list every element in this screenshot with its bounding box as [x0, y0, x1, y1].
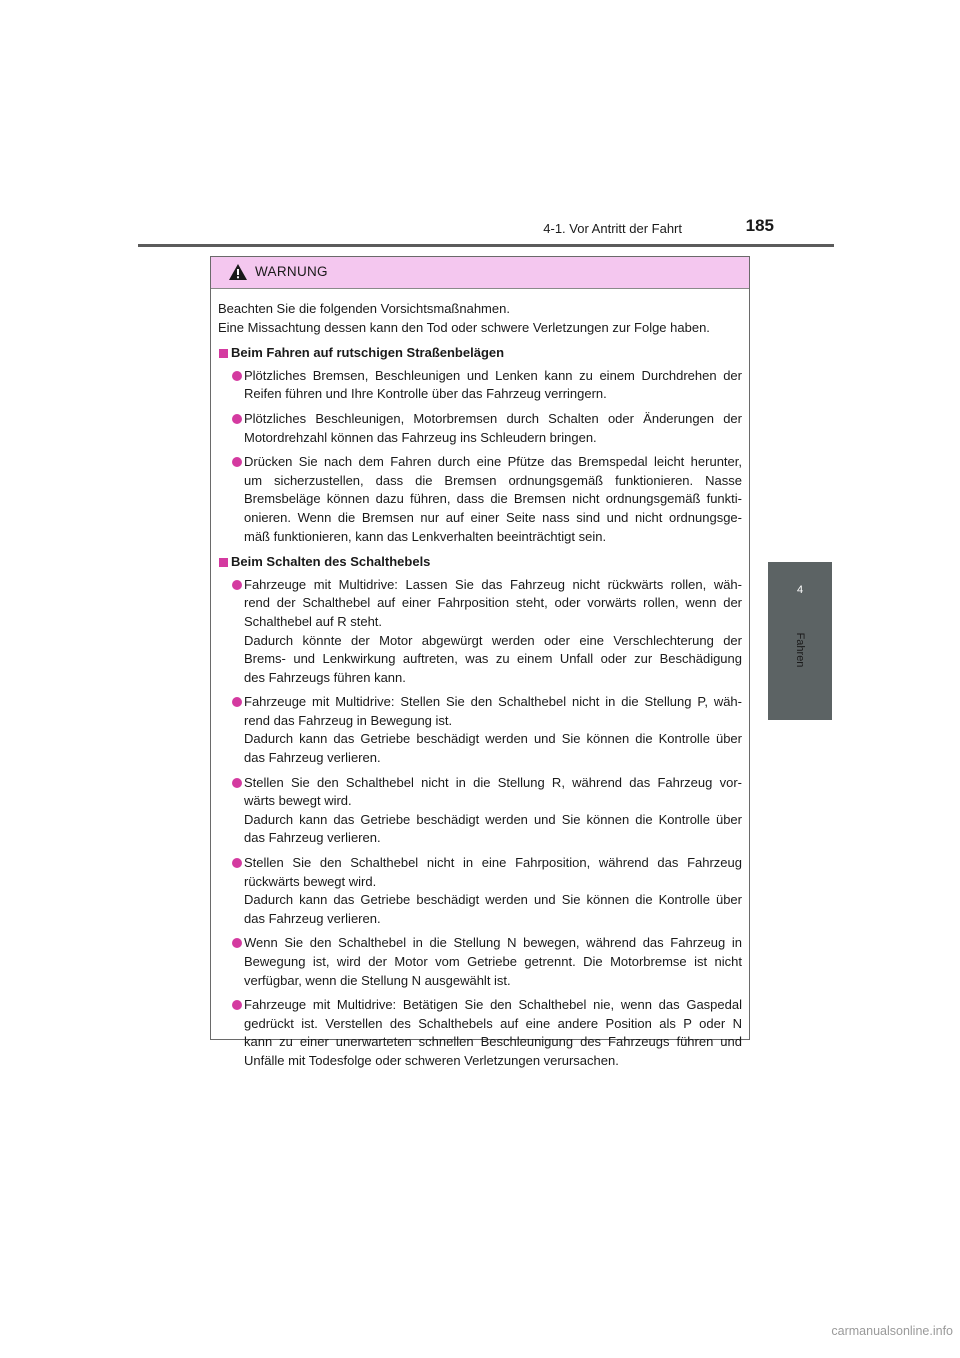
warning-header: [211, 257, 749, 289]
text-line: Brems- und Lenkwirkung auftreten, was zu einem Unfall oder zur Beschädigung: [244, 651, 742, 667]
bullet-item: [218, 854, 742, 928]
bullet-text: [244, 453, 742, 546]
bullet-item: [218, 934, 742, 990]
bullet-item: [218, 367, 742, 404]
text-line: Motordrehzahl können das Fahrzeug ins Schleudern bringen.: [244, 429, 597, 445]
text-line: Wenn Sie den Schalthebel in die Stellung N bewegen, während das Fahrzeug in: [244, 935, 742, 951]
text-line: Dadurch kann das Getriebe beschädigt werden und Sie können die Kontrolle über: [244, 892, 742, 908]
square-bullet-icon: [219, 349, 228, 358]
text-line: Schalthebel auf R steht.: [244, 613, 383, 629]
bullet-text: [244, 693, 742, 767]
round-bullet-icon: [232, 1000, 242, 1010]
warning-title: WARNUNG: [255, 264, 328, 279]
text-line: wärts bewegt wird.: [244, 793, 352, 809]
text-line: das Fahrzeug verlieren.: [244, 830, 381, 846]
text-line: um sicherzustellen, dass die Bremsen ordnungsgemäß funktionieren. Nasse: [244, 472, 742, 488]
section-title: 4-1. Vor Antritt der Fahrt: [543, 221, 682, 236]
text-line: Fahrzeuge mit Multidrive: Betätigen Sie den Schalthebel nie, wenn das Gaspedal: [244, 997, 742, 1013]
text-line: Plötzliches Beschleunigen, Motorbremsen durch Schalten oder Änderungen der: [244, 410, 742, 426]
round-bullet-icon: [232, 414, 242, 424]
square-bullet-icon: [219, 558, 228, 567]
bullet-item: [218, 576, 742, 688]
chapter-label-text: Fahren: [794, 632, 806, 668]
chapter-number: 4: [796, 584, 804, 596]
text-line: Dadurch könnte der Motor abgewürgt werden oder eine Verschlechterung der: [244, 632, 742, 648]
text-line: Reifen führen und Ihre Kontrolle über das Fahrzeug verringern.: [244, 386, 607, 402]
warning-box: [210, 256, 750, 1068]
round-bullet-icon: [232, 457, 242, 467]
text-line: Stellen Sie den Schalthebel nicht in eine Fahrposition, während das Fahrzeug: [244, 855, 742, 871]
watermark: carmanualsonline.info: [831, 1324, 953, 1338]
bullet-item: [218, 410, 742, 447]
bullet-item: [218, 453, 742, 546]
text-line: gedrückt ist. Verstellen des Schalthebels auf eine andere Position als P oder N: [244, 1015, 742, 1031]
section-heading-text: Beim Schalten des Schalthebels: [231, 554, 431, 570]
text-line: mäß funktionieren, kann das Lenkverhalten beeinträchtigt sein.: [244, 528, 607, 544]
text-line: Plötzliches Bremsen, Beschleunigen und Lenken kann zu einem Durchdrehen der: [244, 367, 742, 383]
section-heading: [218, 553, 742, 572]
bullet-text: [244, 576, 742, 688]
round-bullet-icon: [232, 371, 242, 381]
text-line: Dadurch kann das Getriebe beschädigt werden und Sie können die Kontrolle über: [244, 811, 742, 827]
section-heading: [218, 344, 742, 363]
intro-line: Eine Missachtung dessen kann den Tod oder schwere Verletzungen zur Folge haben.: [218, 319, 710, 335]
bullet-text: [244, 367, 742, 404]
warning-body: [211, 289, 749, 1071]
chapter-label: [785, 630, 815, 670]
text-line: Bewegung ist, wird der Motor vom Getriebe getrennt. Die Motorbremse ist nicht: [244, 954, 742, 969]
text-line: Stellen Sie den Schalthebel nicht in die Stellung R, während das Fahrzeug vor-: [244, 774, 742, 790]
text-line: Fahrzeuge mit Multidrive: Stellen Sie den Schalthebel nicht in die Stellung P, wäh-: [244, 694, 742, 710]
section-heading-text: Beim Fahren auf rutschigen Straßenbelägen: [231, 345, 505, 361]
text-line: Fahrzeuge mit Multidrive: Lassen Sie das Fahrzeug nicht rückwärts rollen, wäh-: [244, 576, 742, 592]
round-bullet-icon: [232, 778, 242, 788]
warning-triangle-icon: [228, 263, 248, 281]
bullet-item: [218, 693, 742, 767]
round-bullet-icon: [232, 938, 242, 948]
round-bullet-icon: [232, 858, 242, 868]
warning-sections: [218, 344, 742, 1070]
bullet-item: [218, 774, 742, 848]
text-line: onieren. Wenn die Bremsen nur auf einer Seite nass sind und nicht ordnungsge-: [244, 509, 742, 525]
round-bullet-icon: [232, 697, 242, 707]
page-number: 185: [745, 216, 774, 235]
text-line: rend das Fahrzeug in Bewegung ist.: [244, 712, 453, 728]
text-line: verfügbar, wenn die Stellung N ausgewählt ist.: [244, 972, 511, 988]
text-line: Bremsbeläge können dazu führen, dass die Bremsen nicht ordnungsgemäß funkti-: [244, 491, 742, 507]
intro-line: Beachten Sie die folgenden Vorsichtsmaßnahmen.: [218, 301, 510, 316]
bullet-item: [218, 996, 742, 1070]
bullet-text: [244, 774, 742, 848]
bullet-text: [244, 934, 742, 990]
bullet-text: [244, 410, 742, 447]
text-line: Unfälle mit Todesfolge oder schweren Verletzungen verursachen.: [244, 1052, 619, 1068]
text-line: das Fahrzeug verlieren.: [244, 910, 381, 926]
text-line: des Fahrzeugs führen kann.: [244, 669, 406, 685]
text-line: rend der Schalthebel auf einer Fahrposition steht, oder vorwärts rollen, wenn der: [244, 595, 742, 611]
text-line: rückwärts bewegt wird.: [244, 873, 377, 889]
bullet-text: [244, 996, 742, 1070]
header-rule: [138, 244, 834, 247]
round-bullet-icon: [232, 580, 242, 590]
bullet-text: [244, 854, 742, 928]
page-header: [0, 0, 960, 250]
text-line: Drücken Sie nach dem Fahren durch eine Pfütze das Bremspedal leicht herunter,: [244, 454, 742, 470]
text-line: Dadurch kann das Getriebe beschädigt werden und Sie können die Kontrolle über: [244, 731, 742, 747]
text-line: das Fahrzeug verlieren.: [244, 750, 381, 766]
text-line: kann zu einer unerwarteten schnellen Beschleunigung des Fahrzeugs führen und: [244, 1034, 742, 1050]
